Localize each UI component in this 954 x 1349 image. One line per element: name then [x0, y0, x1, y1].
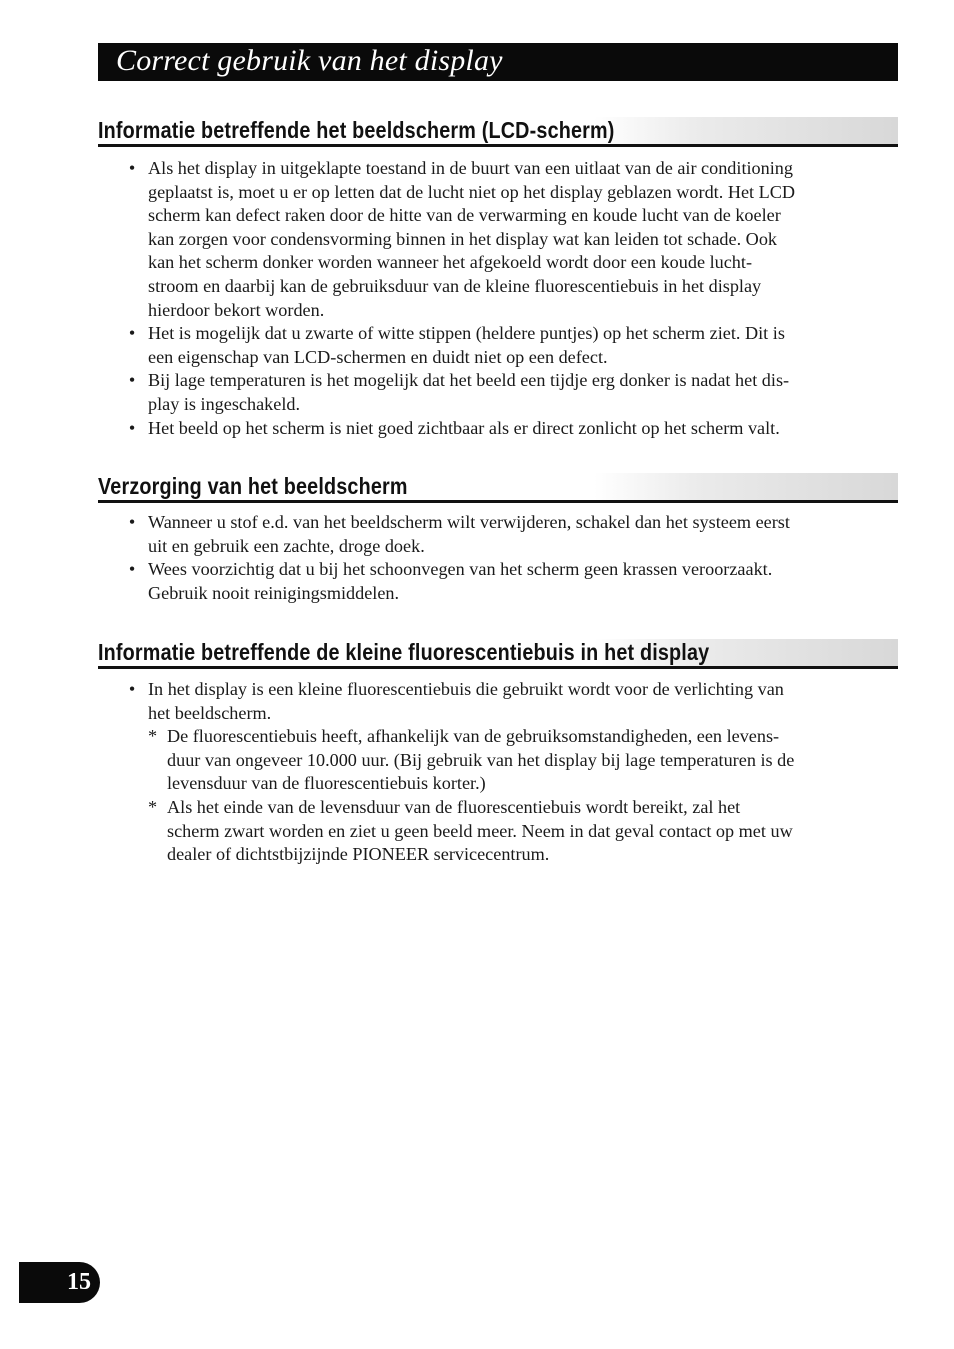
- bullet-icon: •: [128, 679, 136, 699]
- bullet-icon: •: [128, 370, 136, 391]
- bullet-icon: •: [128, 417, 136, 438]
- section-heading-text: Informatie betreffende de kleine fluorescentiebuis in het display: [98, 639, 710, 665]
- line: stroom en daarbij kan de gebruiksduur van de kleine fluorescentiebuis in het display: [148, 275, 762, 296]
- list-item: [128, 511, 873, 558]
- list-item: [128, 417, 873, 441]
- note-item: [148, 796, 873, 867]
- line: De fluorescentiebuis heeft, afhankelijk van de gebruiksomstandigheden, een levens-: [167, 726, 780, 747]
- bullet-icon: •: [128, 323, 136, 344]
- list-item: [128, 558, 873, 605]
- section-lcd-list: [128, 157, 873, 440]
- section-fluorescent-list: [128, 678, 873, 867]
- list-item: [128, 322, 873, 369]
- line: duur van ongeveer 10.000 uur. (Bij gebruik van het display bij lage temperaturen is de: [167, 749, 795, 770]
- line: Het beeld op het scherm is niet goed zichtbaar als er direct zonlicht op het scherm valt.: [148, 417, 780, 438]
- line: play is ingeschakeld.: [148, 393, 301, 414]
- line: Gebruik nooit reinigingsmiddelen.: [148, 582, 400, 603]
- list-item: [128, 157, 873, 322]
- section-heading-lcd: [98, 117, 898, 147]
- bullet-icon: •: [128, 158, 136, 178]
- line: scherm kan defect raken door de hitte van de verwarming en koude lucht van de koeler: [148, 205, 781, 226]
- line: geplaatst is, moet u er op letten dat de lucht niet op het display geblazen wordt. Het LCD: [148, 181, 795, 202]
- line: Het is mogelijk dat u zwarte of witte stippen (heldere puntjes) op het scherm ziet. Dit is: [148, 323, 785, 344]
- asterisk-icon: *: [148, 796, 158, 817]
- section-heading-fluorescent: [98, 639, 898, 669]
- line: een eigenschap van LCD-schermen en duidt niet op een defect.: [148, 346, 608, 367]
- page-title: Correct gebruik van het display: [116, 44, 503, 77]
- page-title-bar: [98, 43, 898, 81]
- page-number-tab: [19, 1262, 100, 1303]
- list-item: [128, 678, 873, 867]
- line: Wanneer u stof e.d. van het beeldscherm wilt verwijderen, schakel dan het systeem eerst: [148, 512, 790, 532]
- section-heading-care: [98, 473, 898, 503]
- page-number: 15: [67, 1269, 91, 1295]
- line: uit en gebruik een zachte, droge doek.: [148, 535, 425, 556]
- list-item: [128, 369, 873, 416]
- line: hierdoor bekort worden.: [148, 299, 325, 320]
- line: levensduur van de fluorescentiebuis korter.): [167, 773, 486, 794]
- line: scherm zwart worden en ziet u geen beeld meer. Neem in dat geval contact op met uw: [167, 820, 793, 841]
- section-heading-text: Verzorging van het beeldscherm: [98, 473, 408, 499]
- line: In het display is een kleine fluorescentiebuis die gebruikt wordt voor de verlichting van: [148, 679, 784, 699]
- line: kan zorgen voor condensvorming binnen in het display wat kan leiden tot schade. Ook: [148, 228, 778, 249]
- bullet-icon: •: [128, 559, 136, 580]
- line: Bij lage temperaturen is het mogelijk dat het beeld een tijdje erg donker is nadat het dis-: [148, 370, 790, 391]
- section-heading-text: Informatie betreffende het beeldscherm (LCD-scherm): [98, 117, 615, 143]
- note-item: [148, 725, 873, 796]
- line: Als het einde van de levensduur van de fluorescentiebuis wordt bereikt, zal het: [167, 796, 741, 817]
- line: Wees voorzichtig dat u bij het schoonvegen van het scherm geen krassen veroorzaakt.: [148, 559, 773, 580]
- line: dealer of dichtstbijzijnde PIONEER servicecentrum.: [167, 844, 550, 865]
- line: kan het scherm donker worden wanneer het afgekoeld wordt door een koude lucht-: [148, 252, 753, 273]
- section-care-list: [128, 511, 873, 605]
- asterisk-icon: *: [148, 726, 158, 747]
- line: Als het display in uitgeklapte toestand in de buurt van een uitlaat van de air conditioning: [148, 158, 793, 178]
- line: het beeldscherm.: [148, 702, 272, 723]
- bullet-icon: •: [128, 512, 136, 532]
